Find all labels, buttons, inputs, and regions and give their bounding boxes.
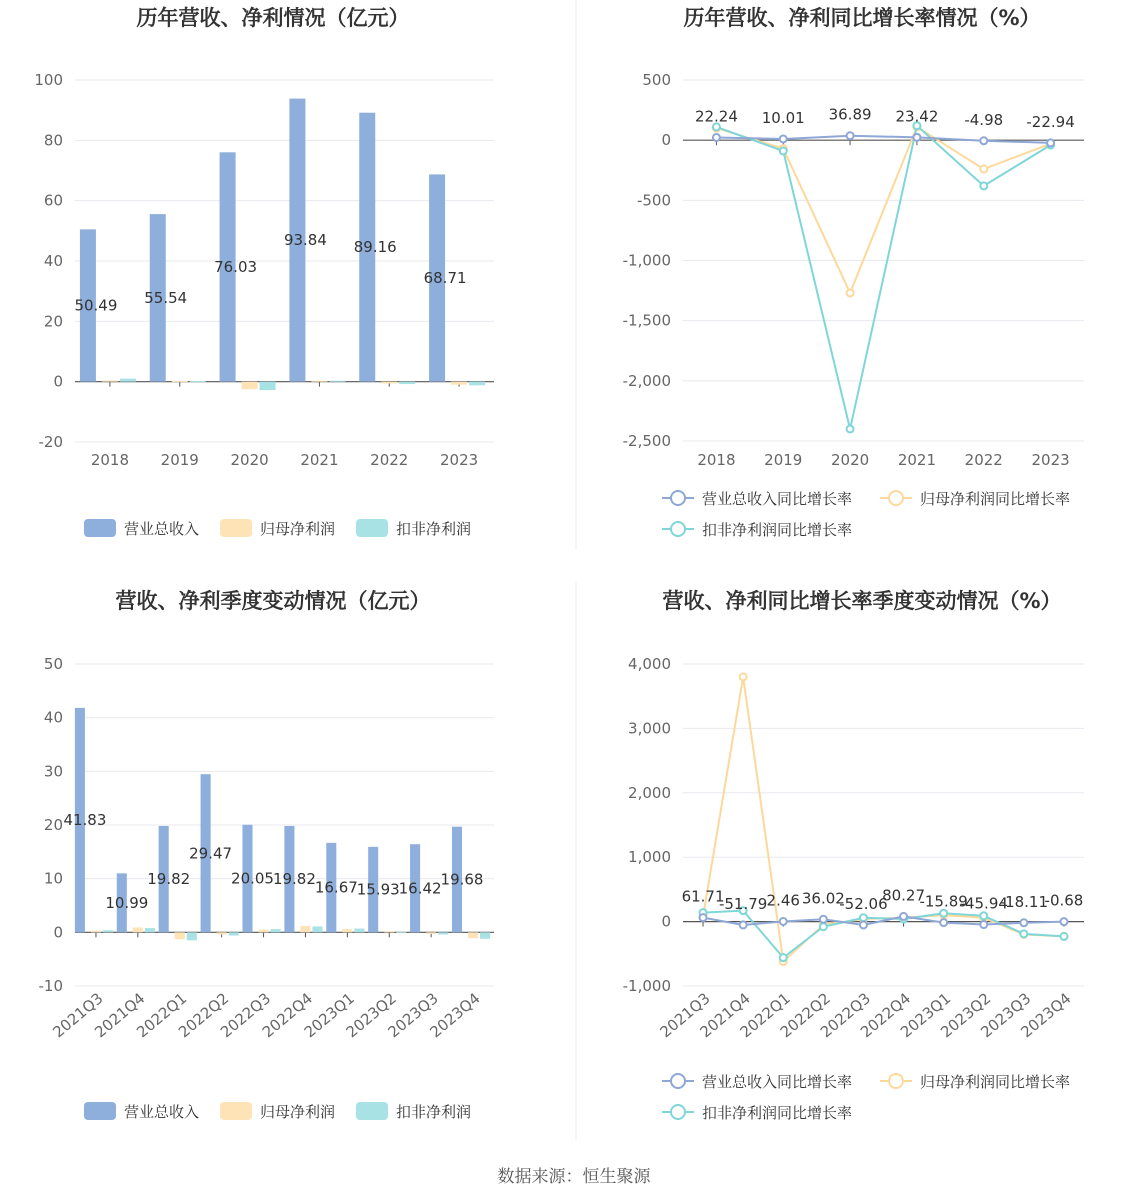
bar-deducted-profit — [271, 929, 281, 932]
y-tick-label: 0 — [53, 923, 63, 942]
y-tick-label: 4,000 — [628, 655, 671, 673]
data-label: 22.24 — [694, 107, 738, 126]
y-tick-label: 3,000 — [628, 719, 671, 738]
x-tick-label: 2023Q1 — [300, 989, 358, 1042]
bar-deducted-profit — [354, 929, 364, 933]
bar-net-profit — [242, 382, 258, 390]
data-label: -51.79 — [718, 894, 768, 913]
data-label: 68.71 — [423, 269, 467, 288]
data-label: -52.06 — [839, 894, 888, 913]
x-tick-label: 2021 — [300, 451, 339, 469]
chart-title: 营收、净利同比增长率季度变动情况（%） — [662, 589, 1062, 613]
data-point — [780, 147, 787, 154]
data-point — [1020, 919, 1027, 926]
data-label: -4.98 — [964, 110, 1004, 129]
x-tick-label: 2022Q2 — [175, 989, 233, 1042]
x-tick-label: 2022Q1 — [736, 989, 794, 1042]
bar-deducted-profit — [329, 381, 345, 382]
legend-label: 扣非净利润 — [396, 520, 472, 538]
legend-label: 扣非净利润 — [396, 1103, 472, 1121]
data-label: 80.27 — [882, 886, 926, 905]
x-tick-label: 2022 — [964, 451, 1003, 469]
data-label: -0.68 — [1044, 891, 1084, 910]
data-point — [940, 910, 947, 917]
x-tick-label: 2019 — [160, 451, 199, 469]
bar-deducted-profit — [396, 932, 406, 933]
data-point — [713, 134, 720, 141]
x-tick-label: 2018 — [90, 451, 130, 469]
bar-net-profit — [300, 926, 310, 932]
legend-label: 归母净利润 — [260, 1103, 336, 1121]
legend-label: 归母净利润同比增长率 — [920, 490, 1071, 508]
data-label: 76.03 — [214, 257, 258, 276]
bar-net-profit — [102, 380, 118, 381]
bar-net-profit — [381, 382, 397, 384]
data-point — [1047, 139, 1054, 146]
y-tick-label: 0 — [53, 372, 63, 391]
data-label: 89.16 — [353, 238, 397, 257]
data-label: -22.94 — [1026, 112, 1075, 131]
x-tick-label: 2023Q2 — [937, 989, 995, 1042]
bar-deducted-profit — [469, 382, 485, 386]
data-label: -15.89 — [919, 892, 968, 911]
y-tick-label: -1,000 — [622, 977, 671, 995]
legend-swatch — [220, 519, 252, 537]
x-tick-label: 2023 — [439, 451, 479, 469]
data-point — [740, 673, 747, 680]
y-tick-label: 10 — [43, 869, 63, 888]
data-label: 19.82 — [147, 870, 191, 889]
y-tick-label: 500 — [642, 71, 671, 89]
data-point — [980, 912, 987, 919]
x-tick-label: 2022 — [370, 451, 409, 469]
data-point — [913, 134, 920, 141]
data-label: 20.05 — [231, 869, 274, 888]
data-point — [820, 916, 827, 923]
legend-label: 扣非净利润同比增长率 — [702, 1104, 853, 1122]
data-label: 61.71 — [681, 887, 725, 906]
legend-swatch — [84, 1102, 116, 1120]
x-tick-label: 2021Q4 — [91, 989, 149, 1042]
bar-net-profit — [133, 928, 143, 933]
data-label: 19.68 — [440, 870, 484, 889]
data-label: 10.01 — [761, 108, 805, 127]
legend-label: 营业总收入 — [124, 1103, 200, 1121]
data-point — [1020, 930, 1027, 937]
series-line-deducted-profit-growth — [716, 126, 1050, 429]
y-tick-label: 2,000 — [628, 783, 671, 802]
x-tick-label: 2022Q4 — [856, 989, 915, 1042]
bar-deducted-profit — [229, 932, 239, 935]
legend-marker — [889, 1074, 903, 1088]
y-tick-label: 30 — [43, 762, 63, 781]
series-line-revenue-growth — [716, 136, 1050, 143]
bar-deducted-profit — [480, 932, 490, 938]
y-tick-label: -1,000 — [622, 251, 671, 270]
x-tick-label: 2018 — [697, 451, 736, 469]
y-tick-label: -10 — [38, 977, 63, 995]
y-tick-label: 60 — [43, 191, 63, 210]
y-tick-label: 1,000 — [628, 848, 671, 867]
y-tick-label: 20 — [43, 816, 63, 834]
data-label: 36.02 — [801, 889, 845, 908]
x-tick-label: 2022Q3 — [216, 989, 275, 1042]
data-label: 2.46 — [766, 891, 800, 910]
y-tick-label: -500 — [636, 191, 671, 210]
data-point — [980, 182, 987, 189]
data-label: 15.93 — [356, 880, 400, 899]
legend-marker — [889, 491, 903, 505]
bar-deducted-profit — [145, 928, 155, 932]
data-label: 55.54 — [144, 288, 188, 307]
bar-net-profit — [311, 381, 327, 382]
legend-label: 营业总收入同比增长率 — [702, 490, 853, 508]
bar-net-profit — [426, 932, 436, 934]
x-tick-label: 2020 — [230, 451, 269, 469]
x-tick-label: 2023Q1 — [897, 989, 955, 1042]
x-tick-label: 2023Q2 — [342, 989, 400, 1042]
data-point — [940, 919, 947, 926]
quarterly-growth-rate-chart — [623, 589, 1084, 1122]
series-line-deducted-profit-growth — [703, 911, 1064, 958]
data-label: -45.94 — [959, 894, 1008, 913]
data-point — [780, 954, 787, 961]
bar-deducted-profit — [187, 932, 197, 940]
data-point — [820, 923, 827, 930]
y-tick-label: 0 — [661, 912, 671, 931]
x-tick-label: 2021 — [897, 451, 937, 469]
x-tick-label: 2023Q3 — [384, 989, 442, 1042]
data-point — [980, 166, 987, 173]
data-point — [860, 921, 867, 928]
y-tick-label: -20 — [38, 433, 63, 451]
data-point — [847, 132, 854, 139]
x-tick-label: 2023Q4 — [1017, 989, 1075, 1042]
legend-swatch — [84, 519, 116, 537]
x-tick-label: 2021Q4 — [696, 989, 754, 1042]
data-label: 19.82 — [272, 870, 316, 889]
legend-swatch — [220, 1102, 252, 1120]
bar-net-profit — [259, 930, 269, 933]
x-tick-label: 2023Q3 — [977, 989, 1035, 1042]
bar-deducted-profit — [312, 926, 322, 932]
quarterly-revenue-profit-chart — [39, 589, 495, 1121]
data-label: 93.84 — [283, 231, 327, 250]
data-point — [980, 921, 987, 928]
data-point — [780, 135, 787, 142]
data-label: 16.67 — [314, 878, 358, 897]
bar-deducted-profit — [190, 381, 206, 382]
bar-net-profit — [217, 932, 227, 934]
data-point — [847, 425, 854, 432]
y-tick-label: 40 — [43, 708, 63, 727]
bar-deducted-profit — [120, 379, 136, 382]
x-tick-label: 2021Q3 — [656, 989, 714, 1042]
y-tick-label: 50 — [43, 655, 63, 673]
legend-marker — [671, 1074, 685, 1088]
data-point — [900, 913, 907, 920]
legend-label: 归母净利润同比增长率 — [920, 1073, 1071, 1091]
chart-title: 营收、净利季度变动情况（亿元） — [115, 589, 431, 613]
legend-swatch — [356, 519, 388, 537]
data-point — [980, 137, 987, 144]
data-label: 16.42 — [398, 879, 442, 898]
data-point — [1060, 918, 1067, 925]
data-label: 29.47 — [189, 844, 233, 863]
bar-net-profit — [342, 929, 352, 932]
x-tick-label: 2022Q2 — [776, 989, 834, 1042]
y-tick-label: 20 — [43, 312, 63, 331]
data-point — [1060, 933, 1067, 940]
x-tick-label: 2023Q4 — [426, 989, 484, 1042]
bar-deducted-profit — [103, 930, 113, 932]
data-label: 10.99 — [105, 893, 149, 912]
data-point — [847, 289, 854, 296]
legend-label: 归母净利润 — [260, 520, 336, 538]
x-tick-label: 2020 — [830, 451, 870, 469]
series-line-net-profit-growth — [716, 127, 1050, 293]
x-tick-label: 2021Q3 — [49, 989, 107, 1042]
y-tick-label: 0 — [661, 131, 671, 150]
bar-deducted-profit — [260, 382, 276, 390]
x-tick-label: 2019 — [764, 451, 803, 469]
legend-marker — [671, 1105, 685, 1119]
bar-net-profit — [384, 931, 394, 932]
x-tick-label: 2022Q4 — [258, 989, 317, 1042]
legend-swatch — [356, 1102, 388, 1120]
legend-label: 营业总收入 — [124, 520, 200, 538]
legend-label: 营业总收入同比增长率 — [702, 1073, 853, 1091]
legend-marker — [671, 522, 685, 536]
y-tick-label: 40 — [43, 252, 63, 270]
y-tick-label: -2,500 — [622, 432, 671, 450]
chart-title: 历年营收、净利情况（亿元） — [136, 6, 410, 30]
legend-marker — [671, 491, 685, 505]
data-point — [860, 914, 867, 921]
annual-revenue-profit-chart — [34, 6, 494, 538]
bar-net-profit — [175, 932, 185, 939]
x-tick-label: 2023 — [1031, 451, 1070, 469]
y-tick-label: 80 — [43, 131, 63, 150]
data-label: 36.89 — [828, 105, 872, 124]
x-tick-label: 2022Q1 — [133, 989, 191, 1042]
data-label: 23.42 — [895, 107, 939, 126]
annual-growth-rate-chart — [623, 6, 1084, 539]
data-point — [780, 918, 787, 925]
bar-deducted-profit — [399, 382, 415, 384]
chart-title: 历年营收、净利同比增长率情况（%） — [683, 6, 1041, 30]
bar-net-profit — [468, 932, 478, 938]
data-point — [740, 921, 747, 928]
data-point — [700, 914, 707, 921]
y-tick-label: -1,500 — [622, 311, 671, 330]
legend-label: 扣非净利润同比增长率 — [702, 521, 853, 539]
bar-net-profit — [91, 931, 101, 933]
x-tick-label: 2022Q3 — [816, 989, 875, 1042]
y-tick-label: 100 — [34, 71, 63, 89]
bar-net-profit — [451, 382, 467, 385]
data-label: 50.49 — [74, 296, 118, 315]
bar-deducted-profit — [438, 932, 448, 934]
data-source-note: 数据来源：恒生聚源 — [497, 1167, 651, 1187]
data-label: -18.11 — [999, 892, 1049, 911]
data-label: 41.83 — [63, 811, 107, 830]
y-tick-label: -2,000 — [622, 371, 671, 390]
bar-net-profit — [172, 381, 188, 382]
